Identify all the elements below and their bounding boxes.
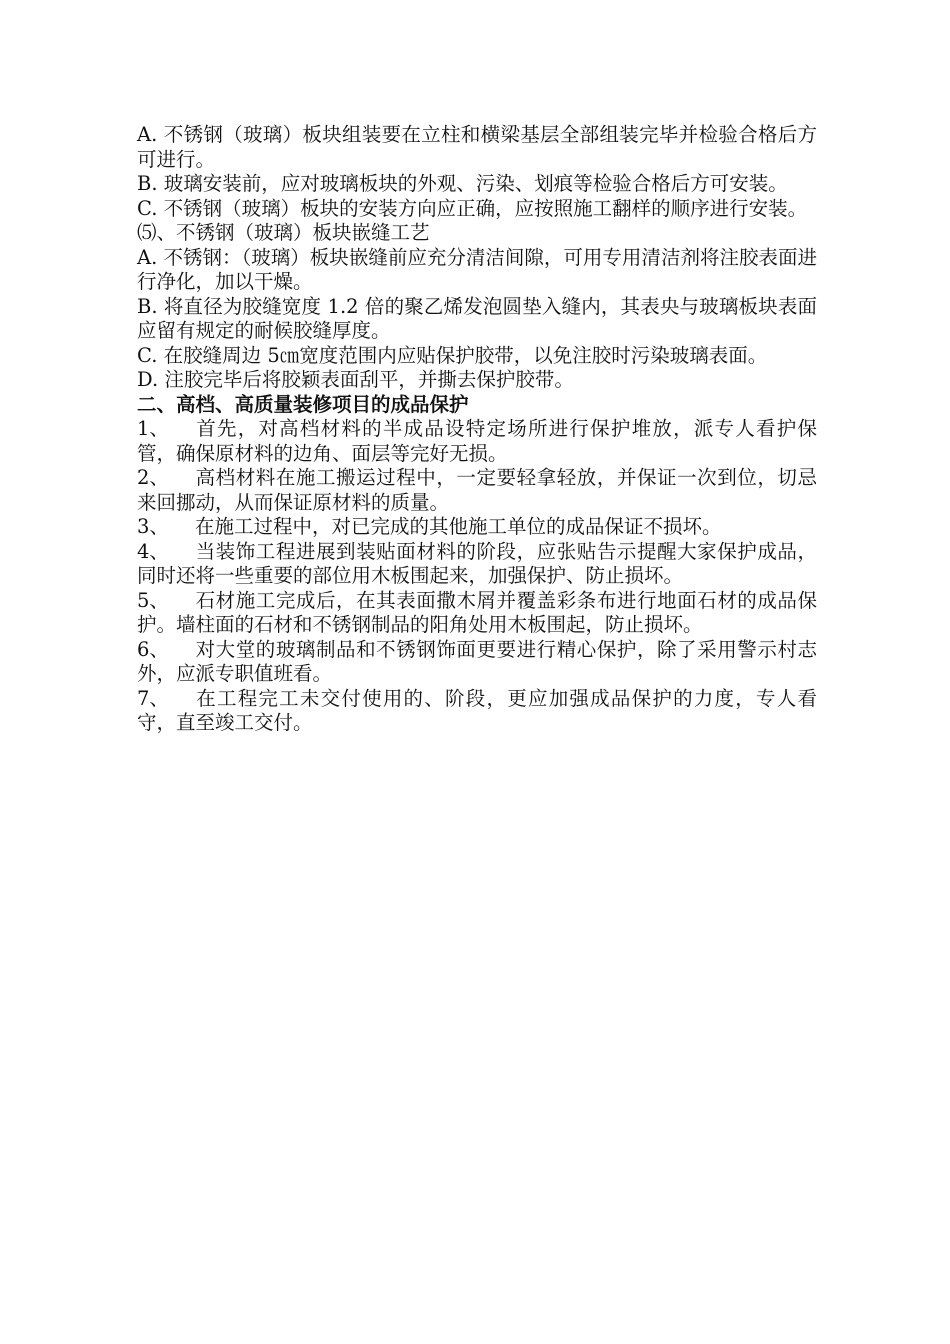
protection-item-4 — [137, 540, 817, 589]
protection-item-number: 1、 — [137, 417, 169, 440]
protection-item-5 — [137, 589, 817, 638]
protection-item-6 — [137, 638, 817, 687]
protection-item-number: 2、 — [137, 466, 169, 489]
caulking-item-d: D. 注胶完毕后将胶颖表面刮平，并撕去保护胶带。 — [137, 368, 574, 391]
protection-item-text: 首先，对高档材料的半成品设特定场所进行保护堆放，派专人看护保管，确保原材料的边角、面层等完好无损。 — [137, 417, 817, 465]
construction-item-b: B. 玻璃安装前，应对玻璃板块的外观、污染、划痕等检验合格后方可安装。 — [137, 172, 788, 195]
construction-item-c: C. 不锈钢（玻璃）板块的安装方向应正确，应按照施工翻样的顺序进行安装。 — [137, 196, 808, 220]
protection-item-1 — [137, 417, 817, 466]
protection-item-7 — [137, 687, 817, 736]
caulking-section-title: ⑸、不锈钢（玻璃）板块嵌缝工艺 — [137, 221, 430, 244]
protection-item-text: 石材施工完成后，在其表面撒木屑并覆盖彩条布进行地面石材的成品保护。墙柱面的石材和不锈钢制品的阳角处用木板围起，防止损坏。 — [137, 588, 817, 636]
protection-item-text: 高档材料在施工搬运过程中，一定要轻拿轻放，并保证一次到位，切忌来回挪动，从而保证原材料的质量。 — [137, 466, 817, 514]
protection-item-text: 对大堂的玻璃制品和不锈钢饰面更要进行精心保护，除了采用警示村志外，应派专职值班看。 — [137, 637, 817, 685]
caulking-item-b: B. 将直径为胶缝宽度 1.2 倍的聚乙烯发泡圆垫入缝内，其表央与玻璃板块表面应留有规定的耐候胶缝厚度。 — [137, 294, 817, 342]
construction-item-a: A. 不锈钢（玻璃）板块组装要在立柱和横梁基层全部组装完毕并检验合格后方可进行。 — [137, 123, 817, 171]
protection-item-3 — [137, 515, 817, 540]
protection-item-number: 6、 — [137, 637, 169, 661]
document-page — [137, 123, 817, 736]
protection-item-text: 在工程完工未交付使用的、阶段，更应加强成品保护的力度，专人看守，直至竣工交付。 — [137, 686, 817, 734]
caulking-item-a: A. 不锈钢：（玻璃）板块嵌缝前应充分清洁间隙，可用专用清洁剂将注胶表面进行净化，加以干燥。 — [137, 245, 817, 293]
protection-section-heading: 二、高档、高质量装修项目的成品保护 — [137, 392, 469, 416]
caulking-item-c: C. 在胶缝周边 5㎝宽度范围内应贴保护胶带，以免注胶时污染玻璃表面。 — [137, 343, 768, 367]
protection-item-number: 4、 — [137, 539, 169, 563]
protection-item-text: 在施工过程中，对已完成的其他施工单位的成品保证不损坏。 — [195, 515, 722, 538]
protection-item-2 — [137, 466, 817, 515]
protection-item-number: 3、 — [137, 515, 169, 538]
protection-item-number: 7、 — [137, 686, 169, 710]
protection-item-text: 当装饰工程进展到装贴面材料的阶段，应张贴告示提醒大家保护成品，同时还将一些重要的部位用木板围起来，加强保护、防止损坏。 — [137, 539, 817, 587]
protection-item-number: 5、 — [137, 588, 169, 612]
